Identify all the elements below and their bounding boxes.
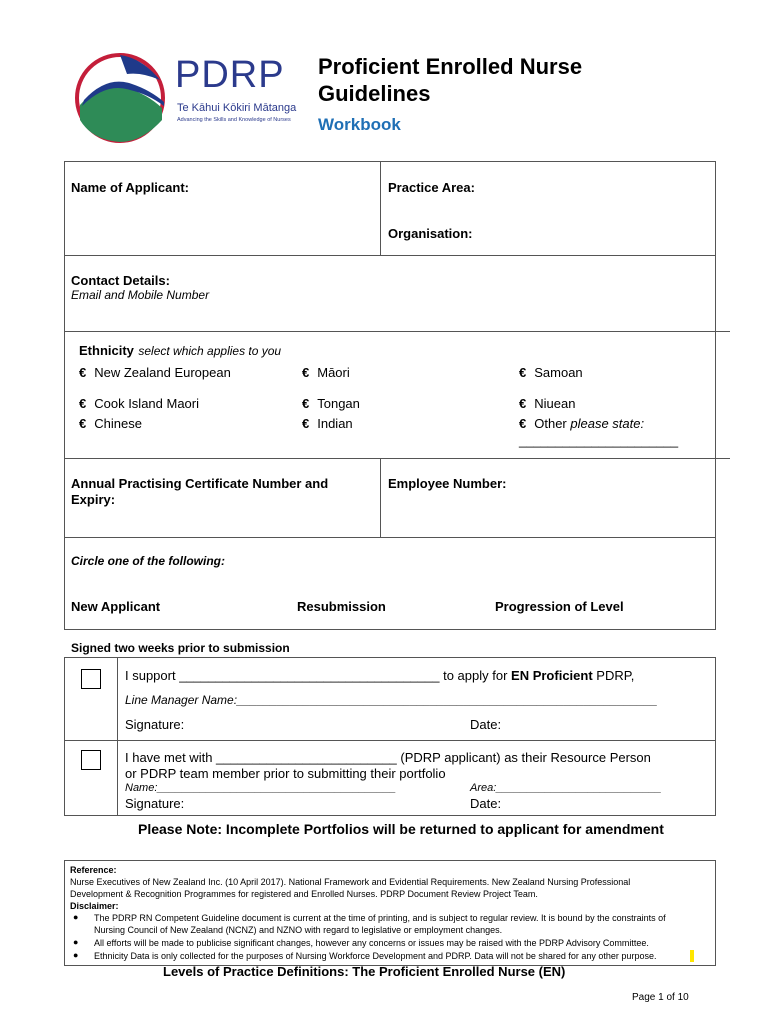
page-title-line1: Proficient Enrolled Nurse (318, 54, 583, 79)
reference-line1: Nurse Executives of New Zealand Inc. (10 April 2017). National Framework and Evidential Requirements. New Zealand Nursing Professional (70, 877, 631, 887)
option-bullet-icon: € (519, 416, 527, 431)
page-subtitle: Workbook (318, 115, 401, 134)
ethnicity-option-maori[interactable]: € Māori (302, 365, 350, 380)
reference-line2: Development & Recognition Programmes for registered and Enrolled Nurses. PDRP Document Review Project Team. (70, 889, 538, 899)
option-new-applicant[interactable]: New Applicant (71, 599, 161, 614)
manager-support-statement: I support ____________________________________ to apply for EN Proficient PDRP, (125, 668, 635, 683)
option-bullet-icon: € (302, 396, 310, 411)
disclaimer-heading: Disclaimer: (70, 901, 119, 911)
incomplete-portfolio-notice: Please Note: Incomplete Portfolios will be returned to applicant for amendment (138, 821, 664, 837)
bullet-dot-icon: ● (73, 912, 79, 922)
option-bullet-icon: € (79, 396, 87, 411)
signed-heading: Signed two weeks prior to submission (71, 641, 290, 655)
resource-person-statement-line2: or PDRP team member prior to submitting their portfolio (125, 766, 446, 781)
resource-person-name-field[interactable]: Name:_______________________________________ (125, 782, 396, 794)
resource-person-statement-line1: I have met with _________________________ (PDRP applicant) as their Resource Person (125, 750, 651, 765)
option-bullet-icon: € (79, 416, 87, 431)
page-title-line2: Guidelines (318, 81, 431, 106)
logo-emblem (72, 50, 172, 145)
ethnicity-option-other[interactable]: € Other please state: (519, 416, 645, 431)
contact-details-label: Contact Details: (71, 273, 170, 288)
contact-details-hint: Email and Mobile Number (71, 288, 210, 302)
logo-maori-name: Te Kāhui Kōkiri Mātanga (177, 102, 297, 114)
name-of-applicant-label: Name of Applicant: (71, 180, 189, 195)
ethnicity-option-samoan[interactable]: € Samoan (519, 365, 583, 380)
organisation-label: Organisation: (388, 226, 473, 241)
practice-area-label: Practice Area: (388, 180, 475, 195)
apc-label-line2: Expiry: (71, 492, 116, 507)
line-manager-name-field[interactable]: Line Manager Name:_______________________________________________________________ (125, 693, 658, 707)
ethnicity-option-indian[interactable]: € Indian (302, 416, 353, 431)
ethnicity-option-nz-european[interactable]: € New Zealand European (79, 365, 231, 380)
option-bullet-icon: € (302, 365, 310, 380)
ethnicity-label: Ethnicity (79, 343, 134, 358)
manager-date-label: Date: (470, 717, 502, 732)
logo-brand: PDRP (175, 54, 285, 96)
ethnicity-option-niuean[interactable]: € Niuean (519, 396, 576, 411)
ethnicity-heading (79, 342, 281, 360)
pdrp-logo (72, 50, 312, 145)
ethnicity-option-tongan[interactable]: € Tongan (302, 396, 360, 411)
manager-signature-label: Signature: (125, 717, 185, 732)
option-bullet-icon: € (302, 416, 310, 431)
bullet-dot-icon: ● (73, 950, 79, 960)
reference-heading: Reference: (70, 865, 117, 875)
ethnicity-option-cook-island[interactable]: € Cook Island Maori (79, 396, 200, 411)
resource-person-date-label: Date: (470, 796, 502, 811)
highlight-marker (690, 950, 694, 962)
bullet-dot-icon: ● (73, 937, 79, 947)
ethnicity-hint: select which applies to you (138, 344, 282, 358)
disclaimer-bullet1-a: The PDRP RN Competent Guideline document is current at the time of printing, and is subject to regular review. It is bound by the constraints of (94, 913, 666, 923)
manager-support-checkbox[interactable] (81, 669, 101, 689)
apc-label-line1: Annual Practising Certificate Number and (71, 476, 329, 491)
employee-number-label: Employee Number: (388, 476, 507, 491)
circle-one-instruction: Circle one of the following: (71, 554, 225, 568)
option-resubmission[interactable]: Resubmission (297, 599, 386, 614)
option-bullet-icon: € (519, 396, 527, 411)
disclaimer-bullet2: All efforts will be made to publicise significant changes, however any concerns or issues may be raised with the PDRP Advisory Committee. (94, 938, 649, 948)
resource-person-checkbox[interactable] (81, 750, 101, 770)
logo-tagline: Advancing the Skills and Knowledge of Nurses (177, 117, 291, 123)
ethnicity-option-chinese[interactable]: € Chinese (79, 416, 142, 431)
resource-person-signature-label: Signature: (125, 796, 185, 811)
ethnicity-other-field[interactable]: ______________________ (519, 433, 679, 448)
disclaimer-bullet3: Ethnicity Data is only collected for the purposes of Nursing Workforce Development and PDRP. Data will not be shared for any other purpose. (94, 951, 657, 961)
resource-person-area-field[interactable]: Area:___________________________ (470, 782, 662, 794)
option-bullet-icon: € (79, 365, 87, 380)
option-bullet-icon: € (519, 365, 527, 380)
disclaimer-bullet1-b: Nursing Council of New Zealand (NCNZ) and NZNO with regard to legislative or employment changes. (94, 925, 503, 935)
levels-of-practice-heading: Levels of Practice Definitions: The Proficient Enrolled Nurse (EN) (163, 964, 566, 979)
page-number: Page 1 of 10 (632, 992, 689, 1003)
option-progression-of-level[interactable]: Progression of Level (495, 599, 624, 614)
